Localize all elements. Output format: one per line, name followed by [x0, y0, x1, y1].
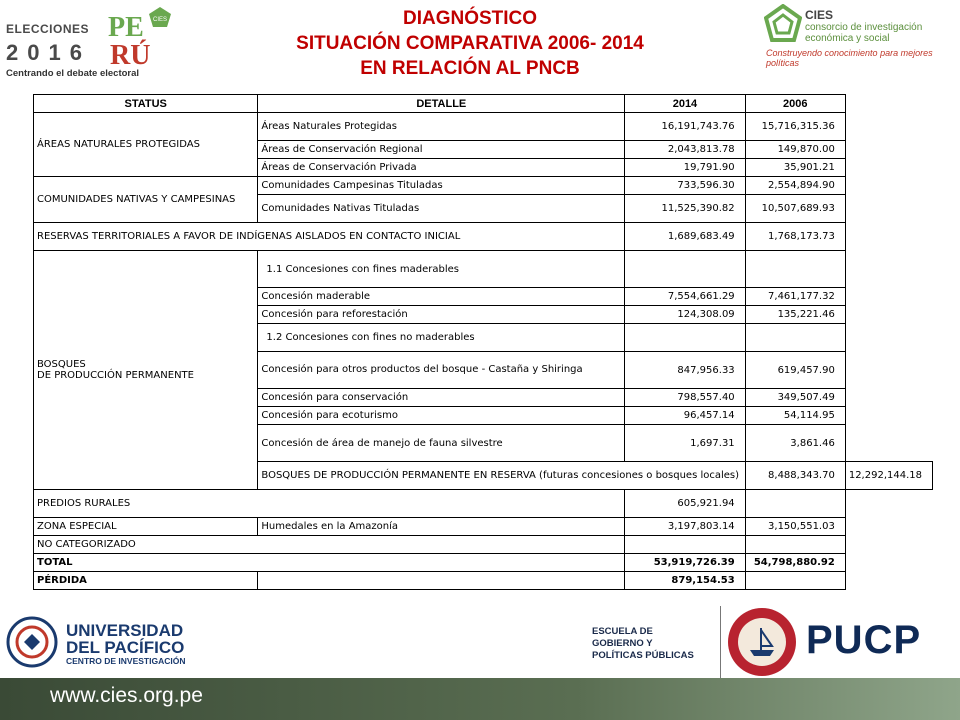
table-row [34, 518, 933, 536]
pucp-seal-icon [724, 606, 800, 678]
status-bosques [34, 251, 258, 490]
total-2014: 53,919,726.39 [625, 554, 745, 572]
detail-cell: Concesión para conservación [258, 389, 625, 407]
detail-cell: Comunidades Nativas Tituladas [258, 195, 625, 223]
value-2014: 11,525,390.82 [625, 195, 745, 223]
detail-cell: Áreas de Conservación Privada [258, 159, 625, 177]
footer-url[interactable]: www.cies.org.pe [50, 684, 203, 707]
universidad-del-pacifico-logo [6, 612, 196, 674]
detail-cell: Concesión de área de manejo de fauna silvestre [258, 425, 625, 462]
empty-cell [745, 572, 845, 590]
empty-cell [625, 536, 745, 554]
table-row [34, 223, 933, 251]
table-row-perdida [34, 572, 933, 590]
up-name [66, 622, 184, 656]
status-predios: PREDIOS RURALES [34, 490, 625, 518]
value-2014: 847,956.33 [625, 352, 745, 389]
comparison-table [33, 94, 933, 590]
value-2006: 349,507.49 [745, 389, 845, 407]
value-2006: 3,861.46 [745, 425, 845, 462]
empty-cell [745, 490, 845, 518]
perdida-value: 879,154.53 [625, 572, 745, 590]
logo-pe-text: PE [108, 12, 144, 43]
title-line-2: SITUACIÓN COMPARATIVA 2006- 2014 [296, 33, 644, 54]
value-2006: 3,150,551.03 [745, 518, 845, 536]
value-2014: 8,488,343.70 [745, 462, 845, 490]
detail-cell: Humedales en la Amazonía [258, 518, 625, 536]
empty-cell [745, 536, 845, 554]
up-center: CENTRO DE INVESTIGACIÓN [66, 656, 186, 666]
status-comunidades: COMUNIDADES NATIVAS Y CAMPESINAS [34, 177, 258, 223]
value-2006: 15,716,315.36 [745, 113, 845, 141]
table-row-total [34, 554, 933, 572]
table-row [34, 536, 933, 554]
cies-name: CIES [805, 8, 834, 22]
slide-title [190, 6, 750, 81]
escuela-line-2: GOBIERNO Y [592, 638, 653, 649]
title-line-1: DIAGNÓSTICO [402, 8, 538, 29]
escuela-line-3: POLÍTICAS PÚBLICAS [592, 650, 694, 661]
table-row [34, 113, 933, 141]
value-2014: 96,457.14 [625, 407, 745, 425]
value-2014: 733,596.30 [625, 177, 745, 195]
cies-subtitle-line-1: consorcio de investigación [805, 22, 923, 33]
header-detalle: DETALLE [258, 95, 625, 113]
value-2006: 2,554,894.90 [745, 177, 845, 195]
value-2014: 3,197,803.14 [625, 518, 745, 536]
value-2014: 7,554,661.29 [625, 288, 745, 306]
status-zona: ZONA ESPECIAL [34, 518, 258, 536]
value-2014: 2,043,813.78 [625, 141, 745, 159]
total-2006: 54,798,880.92 [745, 554, 845, 572]
value-2006: 35,901.21 [745, 159, 845, 177]
header-2014: 2014 [625, 95, 745, 113]
detail-cell: Áreas de Conservación Regional [258, 141, 625, 159]
header-2006: 2006 [745, 95, 845, 113]
elecciones-peru-2016-logo [6, 6, 186, 86]
cies-subtitle-line-2: económica y social [805, 33, 890, 44]
detail-cell: Concesión para reforestación [258, 306, 625, 324]
up-seal-icon [6, 616, 58, 668]
cies-pentagon-icon [764, 4, 802, 44]
cies-logo [760, 2, 958, 72]
subheader-no-maderables: 1.2 Concesiones con fines no maderables [258, 324, 625, 352]
value-2014: 798,557.40 [625, 389, 745, 407]
empty-cell [625, 324, 745, 352]
title-line-3: EN RELACIÓN AL PNCB [360, 58, 580, 79]
value-2014: 16,191,743.76 [625, 113, 745, 141]
header-status: STATUS [34, 95, 258, 113]
empty-cell [625, 251, 745, 288]
detail-cell: Concesión para ecoturismo [258, 407, 625, 425]
table-header-row [34, 95, 933, 113]
value-2006: 7,461,177.32 [745, 288, 845, 306]
pucp-wordmark: PUCP [806, 618, 922, 662]
empty-cell [258, 572, 625, 590]
status-no-categorizado: NO CATEGORIZADO [34, 536, 625, 554]
status-reservas: RESERVAS TERRITORIALES A FAVOR DE INDÍGENAS AISLADOS EN CONTACTO INICIAL [34, 223, 625, 251]
status-reserva-bosques: BOSQUES DE PRODUCCIÓN PERMANENTE EN RESERVA (futuras concesiones o bosques locales) [258, 462, 745, 490]
value-2014: 605,921.94 [625, 490, 745, 518]
up-name-line-1: UNIVERSIDAD [66, 621, 184, 640]
up-name-line-2: DEL PACÍFICO [66, 638, 185, 657]
logo-elecciones-text: ELECCIONES [6, 22, 90, 36]
logo-year-text: 2016 [6, 40, 91, 65]
status-bosques-line-1: BOSQUES [37, 359, 86, 370]
table-row [34, 177, 933, 195]
status-anp: ÁREAS NATURALES PROTEGIDAS [34, 113, 258, 177]
subheader-maderables: 1.1 Concesiones con fines maderables [258, 251, 625, 288]
value-2006: 10,507,689.93 [745, 195, 845, 223]
value-2006: 619,457.90 [745, 352, 845, 389]
cies-badge-label: CIES [152, 17, 168, 23]
table-row [34, 251, 933, 288]
table-row [34, 490, 933, 518]
cies-tagline: Construyendo conocimiento para mejores políticas [766, 48, 933, 68]
cies-subtitle [805, 22, 922, 44]
value-2006: 12,292,144.18 [845, 462, 932, 490]
pucp-divider [720, 606, 721, 678]
value-2006: 135,221.46 [745, 306, 845, 324]
escuela-line-1: ESCUELA DE [592, 626, 653, 637]
perdida-label: PÉRDIDA [34, 572, 258, 590]
value-2006: 54,114.95 [745, 407, 845, 425]
logo-ru-text: RÚ [110, 40, 151, 71]
value-2014: 124,308.09 [625, 306, 745, 324]
value-2014: 1,689,683.49 [625, 223, 745, 251]
detail-cell: Concesión para otros productos del bosque - Castaña y Shiringa [258, 352, 625, 389]
detail-cell: Comunidades Campesinas Tituladas [258, 177, 625, 195]
escuela-gobierno-text [592, 626, 694, 662]
logo-tagline: Centrando el debate electoral [6, 68, 140, 79]
empty-cell [745, 324, 845, 352]
value-2006: 1,768,173.73 [745, 223, 845, 251]
value-2006: 149,870.00 [745, 141, 845, 159]
status-bosques-line-2: DE PRODUCCIÓN PERMANENTE [37, 370, 194, 381]
empty-cell [745, 251, 845, 288]
total-label: TOTAL [34, 554, 625, 572]
cies-badge-icon [148, 6, 172, 28]
value-2014: 19,791.90 [625, 159, 745, 177]
detail-cell: Áreas Naturales Protegidas [258, 113, 625, 141]
detail-cell: Concesión maderable [258, 288, 625, 306]
value-2014: 1,697.31 [625, 425, 745, 462]
